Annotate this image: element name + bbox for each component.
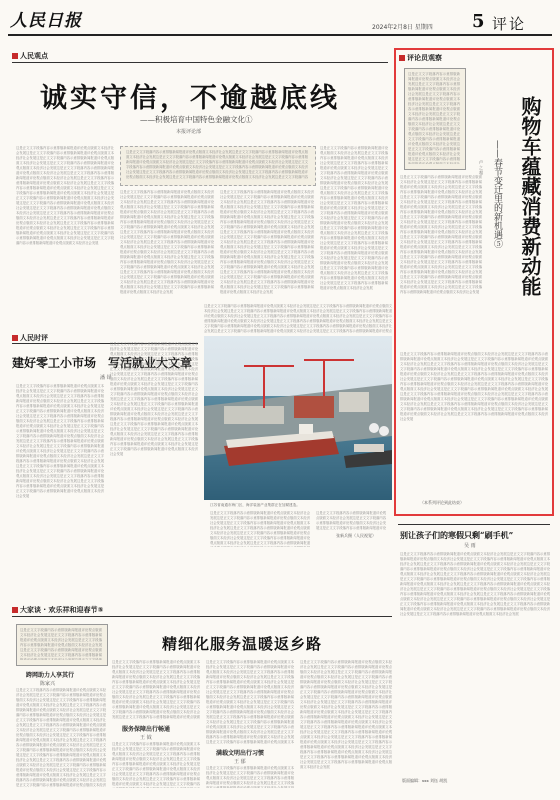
lead-headline[interactable]: 诚实守信，不逾越底线 xyxy=(40,83,340,114)
bottom-headline[interactable]: 精细化服务温暖返乡路 xyxy=(162,635,323,653)
lead-body-col-2 xyxy=(120,190,214,336)
second-byline: 潘 铎 xyxy=(100,375,112,381)
issue-date: 2024年2月8日 星期四 xyxy=(372,24,433,31)
masthead-rule xyxy=(8,34,552,36)
bottom-body-col-3-bottom xyxy=(206,766,294,788)
second-body-col-1 xyxy=(16,384,104,584)
right-lower-headline[interactable]: 别让孩子们的寒假只剩“刷手机” xyxy=(400,530,514,540)
section-rule xyxy=(12,616,392,617)
second-body-col-3-top xyxy=(204,304,392,334)
section-marker-icon xyxy=(12,607,18,613)
bottom-body-col-1 xyxy=(16,688,106,788)
photo-caption: 江苏省南通市海门区，海洋装备产业集群正在加紧建造。 xyxy=(210,503,300,507)
masthead-logo: 人民日报 xyxy=(10,11,82,31)
section-label-text: 人民时评 xyxy=(20,334,48,342)
bottom-subhead-2: 服务保障出行畅通 xyxy=(122,726,171,733)
pull-quote-text xyxy=(408,72,460,164)
bottom-body-col-4 xyxy=(300,660,392,788)
section-marker-icon xyxy=(12,335,18,341)
shipyard-illustration xyxy=(204,336,392,500)
section-marker-icon xyxy=(12,53,18,59)
shipyard-photo xyxy=(204,336,392,500)
section-label-people-view xyxy=(12,51,48,61)
right-byline: 卢 之 超 xyxy=(479,160,484,175)
right-subhead: ——春节变迁里的新机遇⑤ xyxy=(492,140,502,248)
lead-subhead: ——积极培育中国特色金融文化① xyxy=(140,115,253,124)
right-body-upper xyxy=(400,175,482,350)
bottom-subhead-3: 满载文明出行习惯 xyxy=(216,750,265,757)
section-label-everyone-talks xyxy=(12,605,103,615)
bottom-body-col-3-top xyxy=(206,660,294,744)
section-rule xyxy=(398,524,550,525)
second-body-col-2 xyxy=(110,342,198,584)
bottom-body-col-2-bottom xyxy=(112,742,200,788)
second-headline[interactable]: 建好零工小市场 写活就业大文章 xyxy=(12,356,193,370)
page-number: 5 xyxy=(472,11,485,32)
section-label-text: 大家谈 · 欢乐祥和迎春节⑤ xyxy=(20,606,104,614)
section-label-text: 评论员观察 xyxy=(407,54,442,62)
bottom-body-col-2-top xyxy=(112,660,200,720)
bottom-byline-3: 王 郁 xyxy=(234,759,246,765)
photo-caption-right xyxy=(316,511,386,531)
page-footer: 版面编辑：xxx 刘钰 胡凯 xyxy=(402,778,448,783)
page-section: 评论 xyxy=(492,15,527,33)
lead-callout-text xyxy=(126,150,308,180)
photo-credit: 张新兵摄（人民视觉） xyxy=(336,533,376,538)
section-marker-icon xyxy=(399,55,405,61)
section-label-text: 人民观点 xyxy=(20,52,48,60)
right-lower-body xyxy=(400,552,550,772)
bottom-byline-2: 王 钺 xyxy=(140,735,152,741)
right-headline[interactable]: 购物车蕴藏消费新动能 xyxy=(518,96,542,296)
section-rule xyxy=(12,62,388,63)
series-end-note: （本系列评论到此结束） xyxy=(420,500,464,505)
lead-byline: 本报评论部 xyxy=(176,129,202,135)
right-body-lower xyxy=(400,352,548,492)
photo-caption-body xyxy=(210,511,310,547)
section-label-commentator xyxy=(399,53,442,63)
bottom-subhead-1: 跨网助力人享其行 xyxy=(26,672,75,679)
right-lower-byline: 吴 雨 xyxy=(464,543,476,549)
section-label-people-comment xyxy=(12,333,48,343)
bottom-byline-1: 陈家兴 xyxy=(40,681,56,687)
lead-body-col-1 xyxy=(16,146,114,336)
bottom-quote-text xyxy=(20,628,102,660)
